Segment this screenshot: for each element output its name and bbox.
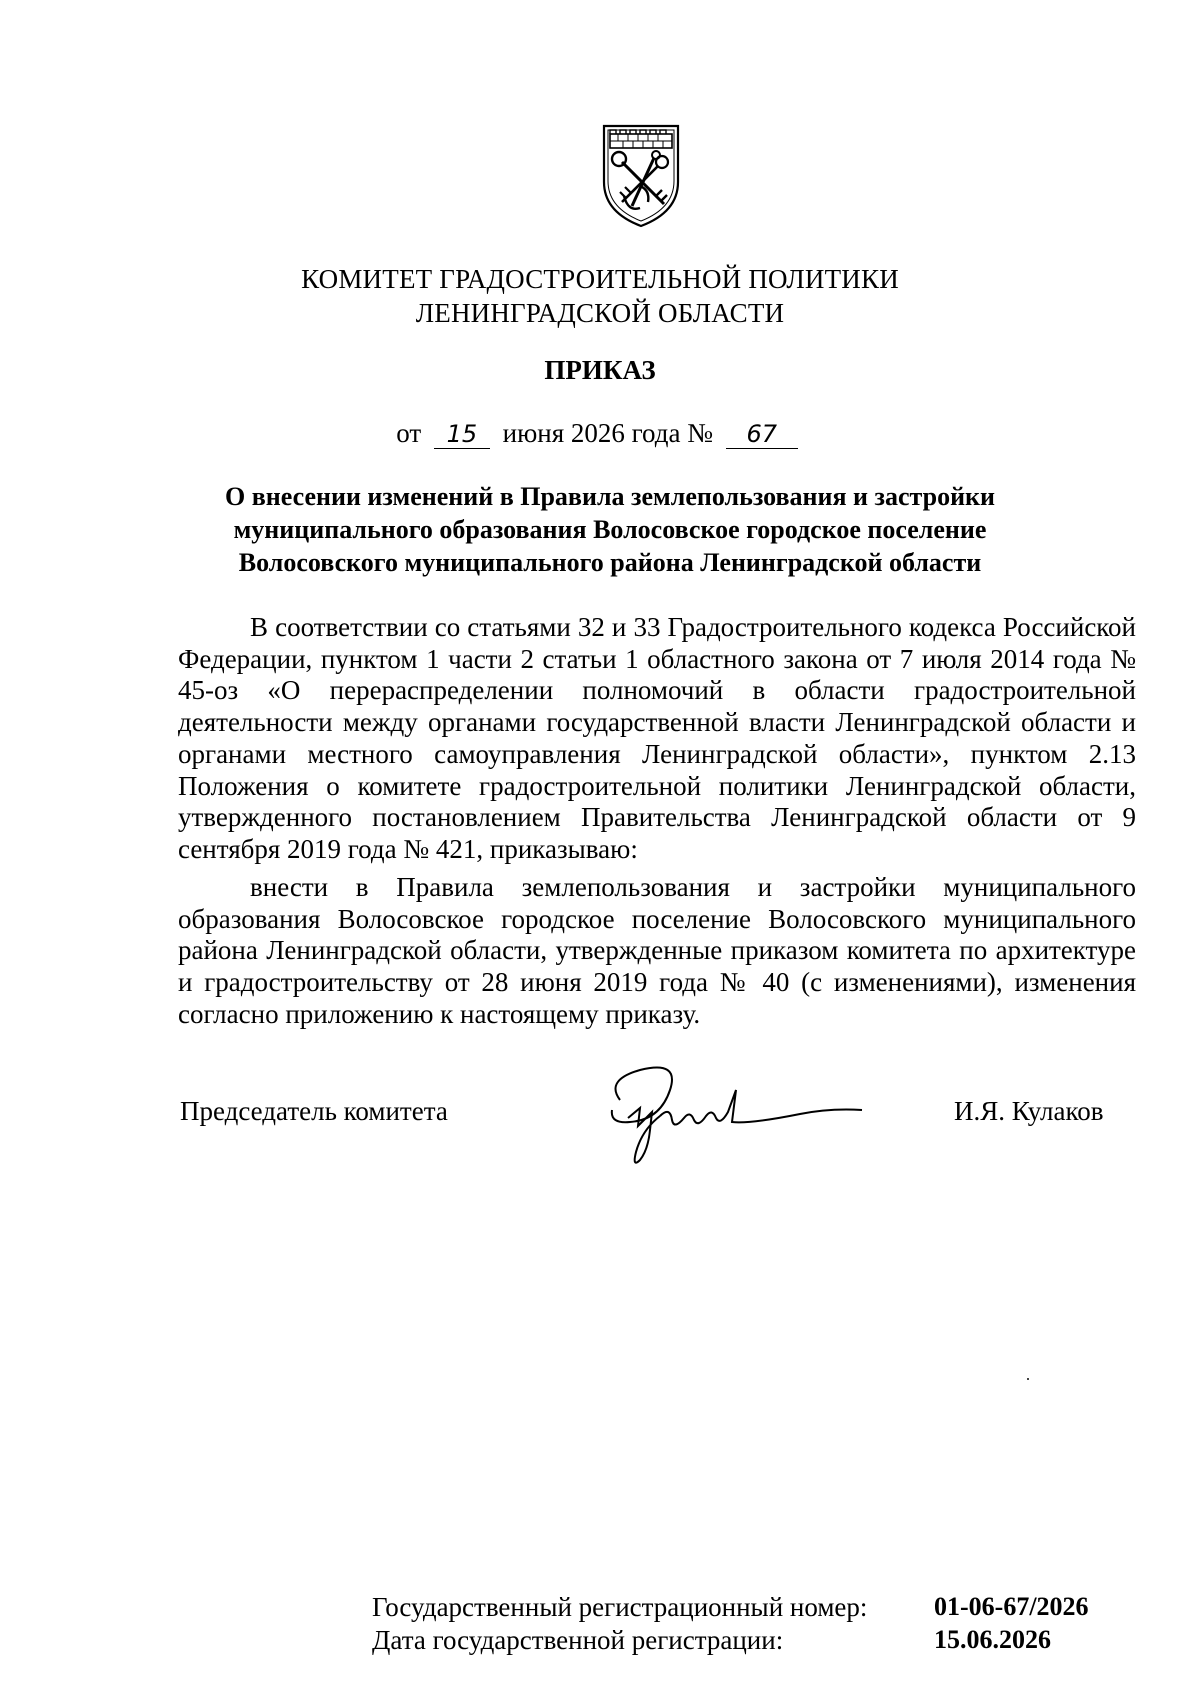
scan-speck — [1027, 1378, 1029, 1380]
order-subject — [175, 480, 1045, 579]
document-type-title: ПРИКАЗ — [544, 355, 656, 385]
signer-title: Председатель комитета — [180, 1096, 448, 1126]
handwritten-signature — [600, 1060, 870, 1180]
signer-name: И.Я. Кулаков — [954, 1096, 1104, 1126]
date-prefix: от — [396, 418, 422, 448]
coat-of-arms-icon — [598, 120, 684, 230]
registration-date-label: Дата государственной регистрации: — [372, 1625, 784, 1655]
subject-line2: муниципального образования Волосовское городское поселение — [233, 515, 987, 544]
registration-number-label: Государственный регистрационный номер: — [372, 1592, 868, 1622]
order-month-year: июня 2026 года № — [502, 418, 714, 448]
order-date-number-line — [0, 418, 1200, 449]
registration-date-value: 15.06.2026 — [934, 1625, 1051, 1654]
order-number-handwritten: 67 — [726, 420, 798, 449]
subject-line3: Волосовского муниципального района Ленинградской области — [238, 548, 982, 577]
organization-name-line1: КОМИТЕТ ГРАДОСТРОИТЕЛЬНОЙ ПОЛИТИКИ — [301, 264, 899, 294]
body-paragraph-2: внести в Правила землепользования и застройки муниципального образования Волосовское городское поселение Волосовского муниципального района Ленинградской области, утвержденные приказом комитета по архитектуре и градостроительству от 28 июня 2019 года № 40 (с изменениями), изменения согласно приложению к настоящему приказу. — [178, 872, 1136, 1029]
registration-number-value: 01-06-67/2026 — [934, 1592, 1089, 1621]
order-day-handwritten: 15 — [434, 420, 490, 449]
subject-line1: О внесении изменений в Правила землепользования и застройки — [224, 482, 996, 511]
body-paragraph-1: В соответствии со статьями 32 и 33 Градостроительного кодекса Российской Федерации, пунктом 1 части 2 статьи 1 областного закона от 7 июля 2014 года № 45-оз «О перераспределении полномочий в области градостроительной деятельности между органами государственной власти Ленинградской области и органами местного самоуправления Ленинградской области», пунктом 2.13 Положения о комитете градостроительной политики Ленинградской области, утвержденного постановлением Правительства Ленинградской области от 9 сентября 2019 года № 421, приказываю: — [178, 612, 1136, 864]
organization-name-line2: ЛЕНИНГРАДСКОЙ ОБЛАСТИ — [415, 298, 785, 328]
